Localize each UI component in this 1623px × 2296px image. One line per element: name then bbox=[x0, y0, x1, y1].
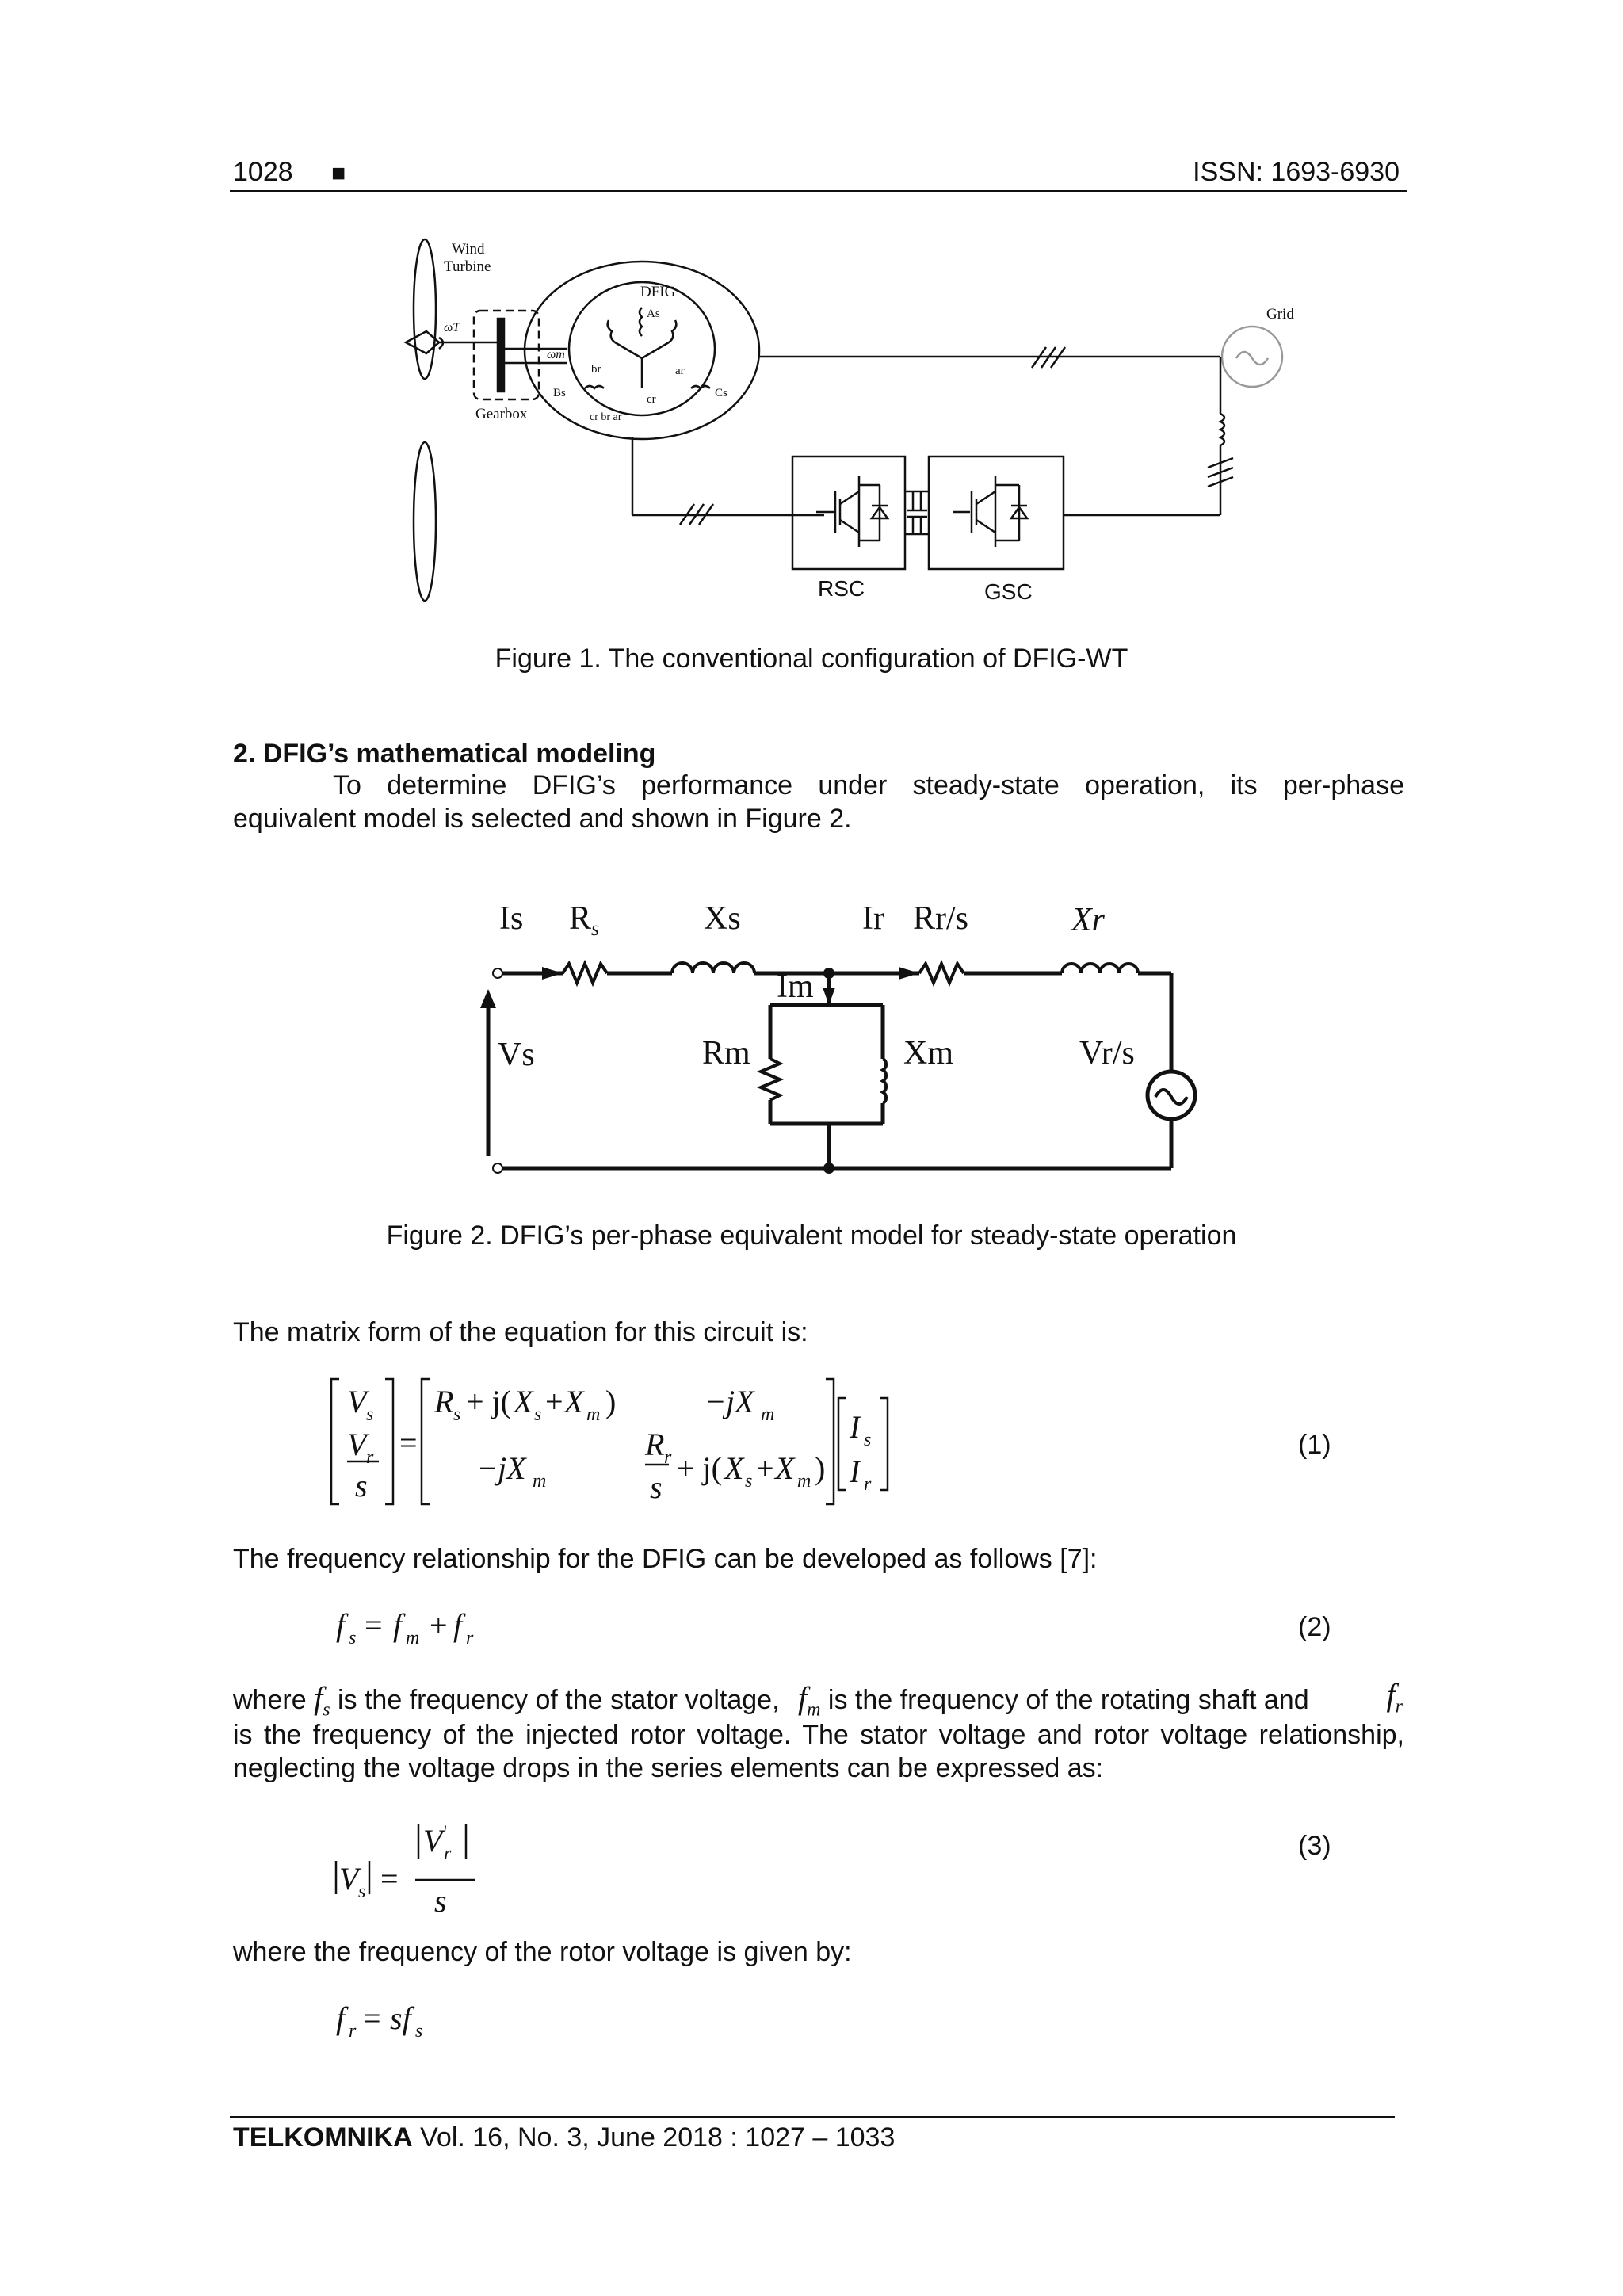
label-omega-m: ωm bbox=[547, 348, 565, 361]
label-as: As bbox=[647, 308, 660, 320]
page-number: 1028 bbox=[233, 157, 293, 187]
header-marker: ■ bbox=[331, 160, 346, 186]
svg-text:m: m bbox=[586, 1404, 601, 1425]
svg-text:r: r bbox=[444, 1843, 452, 1864]
svg-text:s: s bbox=[434, 1883, 447, 1918]
svg-text:s: s bbox=[366, 1404, 374, 1425]
label-br: br bbox=[591, 363, 601, 376]
dfig-rotor bbox=[569, 282, 715, 415]
svg-text:I: I bbox=[850, 1409, 861, 1445]
svg-text:s: s bbox=[415, 2021, 423, 2042]
svg-text:V: V bbox=[423, 1823, 443, 1859]
svg-text:R: R bbox=[645, 1427, 665, 1462]
svg-text:jX: jX bbox=[498, 1450, 526, 1486]
svg-text:+: + bbox=[430, 1607, 448, 1643]
svg-text:s: s bbox=[349, 1628, 357, 1648]
svg-text:r: r bbox=[349, 2021, 357, 2042]
matrix-intro: The matrix form of the equation for this circuit is: bbox=[233, 1317, 808, 1347]
svg-text:V: V bbox=[347, 1427, 367, 1462]
equation4 bbox=[333, 1994, 491, 2042]
figure2-caption: Figure 2. DFIG’s per-phase equivalent model for steady-state operation bbox=[386, 1221, 1237, 1251]
svg-text:s: s bbox=[355, 1468, 368, 1503]
footer-journal: TELKOMNIKA bbox=[233, 2122, 413, 2153]
svg-text:sf: sf bbox=[390, 2000, 411, 2036]
eq1-number: (1) bbox=[1298, 1430, 1331, 1460]
label-bs: Bs bbox=[553, 387, 566, 399]
svg-text:f: f bbox=[336, 2000, 346, 2036]
svg-text:X: X bbox=[564, 1384, 584, 1419]
label-xs: Xs bbox=[704, 900, 741, 937]
turbine-blade-bottom bbox=[414, 442, 436, 601]
svg-text:m: m bbox=[533, 1471, 547, 1492]
svg-text:s: s bbox=[745, 1471, 753, 1492]
svg-text:r: r bbox=[466, 1628, 474, 1648]
svg-text:=: = bbox=[365, 1607, 383, 1643]
eq3-number: (3) bbox=[1298, 1831, 1331, 1861]
figure1-caption: Figure 1. The conventional configuration of DFIG-WT bbox=[495, 644, 1128, 674]
svg-text:X: X bbox=[775, 1450, 795, 1486]
footer-rule bbox=[230, 2116, 1395, 2118]
fm-symbol: $f_m$ bbox=[797, 1680, 821, 1721]
label-rm: Rm bbox=[702, 1035, 750, 1072]
svg-text:V: V bbox=[347, 1384, 367, 1419]
svg-text:s: s bbox=[864, 1430, 872, 1450]
label-wind: Wind bbox=[452, 241, 485, 258]
footer-details: Vol. 16, No. 3, June 2018 : 1027 – 1033 bbox=[420, 2122, 896, 2153]
rotor-freq-intro: where the frequency of the rotor voltage is given by: bbox=[233, 1937, 852, 1967]
svg-text:s: s bbox=[453, 1404, 461, 1425]
footer bbox=[233, 2122, 895, 2153]
label-vs: Vs bbox=[498, 1037, 535, 1073]
label-dfig: DFIG bbox=[640, 284, 676, 300]
where-line2: is the frequency of the injected rotor voltage. The stator voltage and rotor voltage relationship, bbox=[233, 1720, 1404, 1750]
freq-intro: The frequency relationship for the DFIG can be developed as follows [7]: bbox=[233, 1544, 1098, 1574]
svg-text:r: r bbox=[664, 1447, 672, 1468]
svg-text:X: X bbox=[514, 1384, 533, 1419]
label-rsc: RSC bbox=[818, 576, 865, 601]
equation1-matrix bbox=[328, 1371, 899, 1514]
svg-text:r: r bbox=[366, 1447, 374, 1468]
svg-text:m: m bbox=[797, 1471, 812, 1492]
label-rs-sub: s bbox=[591, 917, 600, 940]
svg-text:R: R bbox=[434, 1384, 454, 1419]
svg-text:+: + bbox=[545, 1384, 563, 1419]
where-fs-desc: is the frequency of the stator voltage, bbox=[337, 1685, 780, 1715]
svg-text:V: V bbox=[339, 1861, 359, 1897]
equation2 bbox=[333, 1601, 539, 1648]
label-xr: Xr bbox=[1071, 902, 1105, 938]
fr-symbol: $f_r$ bbox=[1386, 1677, 1403, 1717]
section-para-line2: equivalent model is selected and shown in Figure 2. bbox=[233, 804, 852, 834]
rsc-box bbox=[792, 457, 905, 569]
turbine-blade-top bbox=[414, 239, 436, 379]
svg-text:X: X bbox=[724, 1450, 744, 1486]
svg-text:f: f bbox=[453, 1607, 463, 1643]
svg-text:s: s bbox=[534, 1404, 542, 1425]
svg-text:r: r bbox=[864, 1474, 872, 1495]
where-line3: neglecting the voltage drops in the series elements can be expressed as: bbox=[233, 1753, 1104, 1783]
svg-text:=: = bbox=[399, 1425, 418, 1461]
header-issn: ISSN: 1693-6930 bbox=[1193, 157, 1400, 187]
where-word: where bbox=[233, 1685, 307, 1715]
svg-text:f: f bbox=[336, 1607, 346, 1643]
svg-text:): ) bbox=[605, 1384, 617, 1419]
label-rs: R bbox=[569, 900, 592, 937]
svg-text:): ) bbox=[815, 1450, 826, 1486]
equation3 bbox=[330, 1815, 504, 1918]
label-rr-s: Rr/s bbox=[913, 900, 969, 937]
label-gsc: GSC bbox=[984, 579, 1033, 604]
svg-text:+ j(: + j( bbox=[677, 1450, 722, 1486]
svg-text:jX: jX bbox=[726, 1384, 754, 1419]
svg-text:m: m bbox=[761, 1404, 775, 1425]
svg-text:+: + bbox=[756, 1450, 774, 1486]
svg-text:−: − bbox=[707, 1384, 725, 1419]
svg-text:s: s bbox=[650, 1469, 663, 1505]
svg-text:m: m bbox=[406, 1628, 420, 1648]
svg-text:I: I bbox=[850, 1454, 861, 1489]
svg-text:=: = bbox=[363, 2000, 381, 2036]
label-ar: ar bbox=[675, 365, 685, 377]
svg-text:': ' bbox=[444, 1821, 447, 1841]
svg-text:=: = bbox=[380, 1861, 399, 1897]
label-cr: cr bbox=[647, 393, 656, 406]
label-cs: Cs bbox=[715, 387, 727, 399]
fs-symbol: $f_s$ bbox=[314, 1680, 330, 1721]
label-rotor-terminals: cr br ar bbox=[590, 411, 622, 423]
label-is: Is bbox=[499, 900, 524, 937]
svg-text:+ j(: + j( bbox=[466, 1384, 511, 1419]
label-omega-t: ωT bbox=[444, 321, 460, 334]
svg-text:f: f bbox=[393, 1607, 403, 1643]
section-para-line1: To determine DFIG’s performance under steady-state operation, its per-phase bbox=[333, 770, 1404, 800]
label-im: Im bbox=[777, 968, 814, 1005]
figure1-diagram bbox=[380, 230, 1316, 610]
where-fm-desc: is the frequency of the rotating shaft and bbox=[827, 1685, 1309, 1715]
label-grid: Grid bbox=[1266, 306, 1294, 323]
section-heading: 2. DFIG’s mathematical modeling bbox=[233, 739, 656, 769]
label-vr-s: Vr/s bbox=[1079, 1035, 1135, 1072]
label-ir: Ir bbox=[862, 900, 884, 937]
label-gearbox: Gearbox bbox=[475, 406, 528, 422]
eq2-number: (2) bbox=[1298, 1612, 1331, 1642]
figure2-circuit bbox=[475, 896, 1205, 1213]
svg-text:s: s bbox=[358, 1881, 366, 1902]
svg-text:−: − bbox=[479, 1450, 497, 1486]
header-rule bbox=[230, 190, 1407, 192]
label-turbine: Turbine bbox=[444, 258, 491, 275]
label-xm: Xm bbox=[903, 1035, 953, 1072]
